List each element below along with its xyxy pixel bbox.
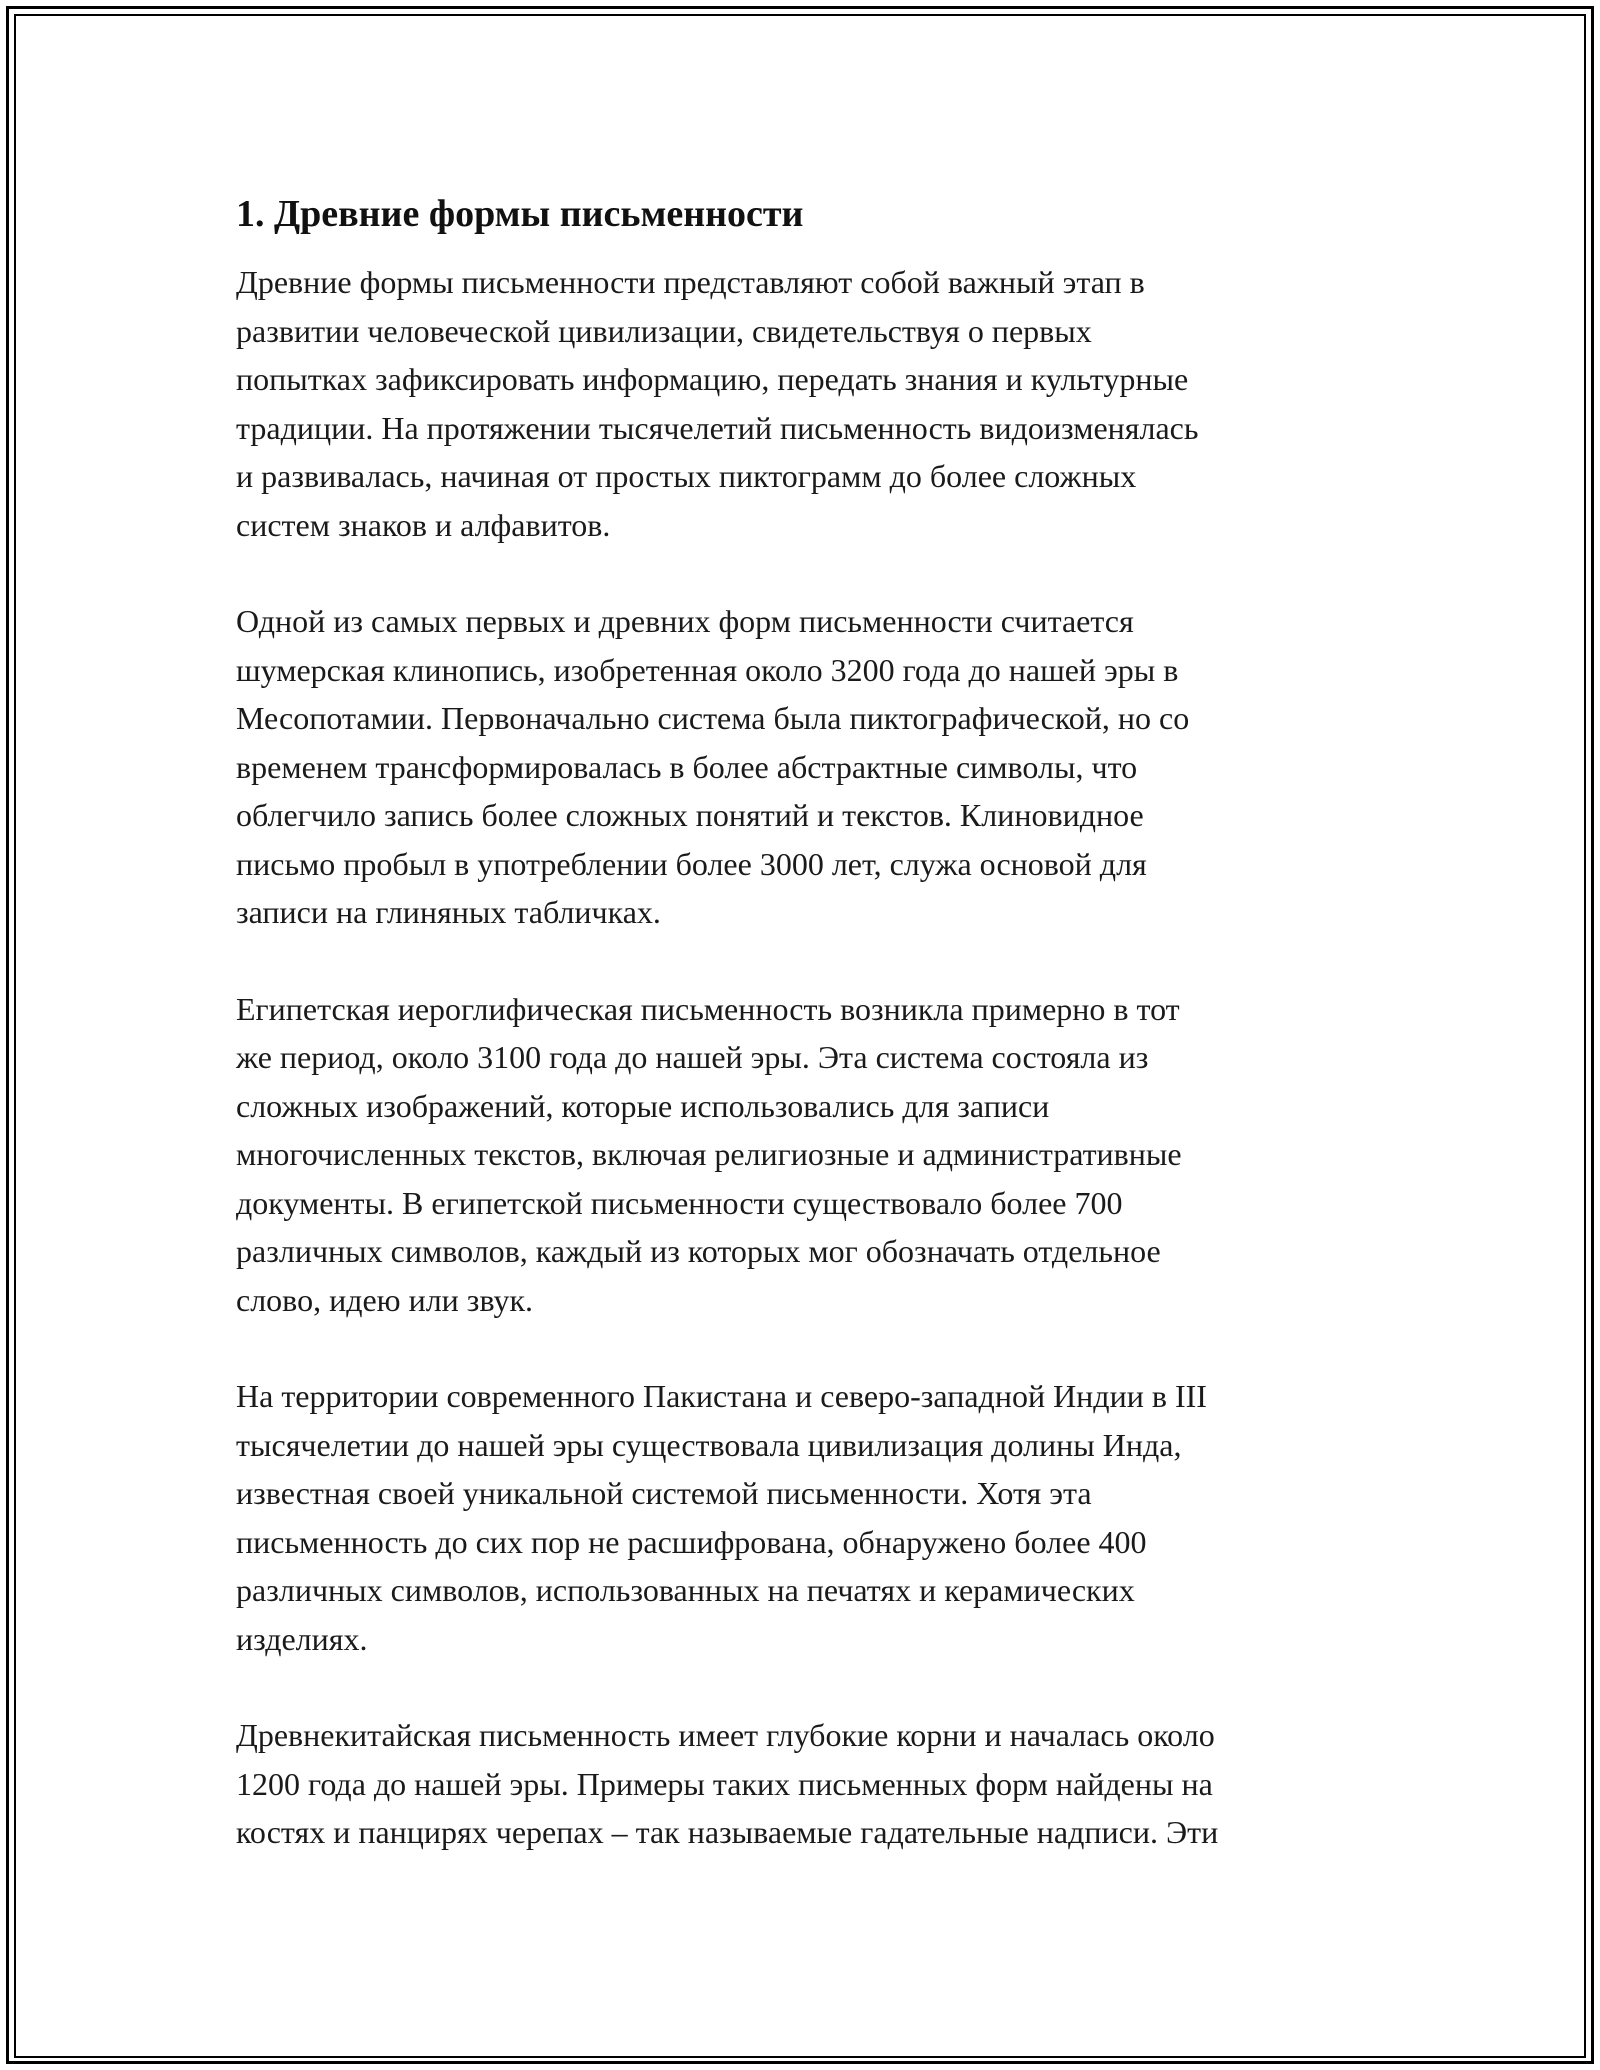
paragraph-intro: Древние формы письменности представляют собой важный этап в развитии человеческой цивилизации, свидетельствуя о первых попытках зафиксировать информацию, передать знания и культурные традиции. На протяжении тысячелетий письменность видоизменялась и развивалась, начиная от простых пиктограмм до более сложных систем знаков и алфавитов. [236,264,1199,543]
paragraph-indus-script: На территории современного Пакистана и северо-западной Индии в III тысячелетии до нашей эры существовала цивилизация долины Инда, известная своей уникальной системой письменности. Хотя эта письменность до сих пор не расшифрована, обнаружено более 400 различных символов, использованных на печатях и керамических изделиях. [236,1378,1207,1657]
document-body [236,188,1386,1905]
paragraph-sumerian-cuneiform: Одной из самых первых и древних форм письменности считается шумерская клинопись, изобретенная около 3200 года до нашей эры в Месопотамии. Первоначально система была пиктографической, но со временем трансформировалась в более абстрактные символы, что облегчило запись более сложных понятий и текстов. Клиновидное письмо пробыл в употреблении более 3000 лет, служа основой для записи на глиняных табличках. [236,603,1190,930]
paragraph-egyptian-hieroglyphs: Египетская иероглифическая письменность возникла примерно в тот же период, около 3100 года до нашей эры. Эта система состояла из сложных изображений, которые использовались для записи многочисленных текстов, включая религиозные и административные документы. В египетской письменности существовало более 700 различных символов, каждый из которых мог обозначать отдельное слово, идею или звук. [236,990,1182,1318]
section-heading: 1. Древние формы письменности [236,193,804,235]
paragraph-ancient-chinese: Древнекитайская письменность имеет глубокие корни и началась около 1200 года до нашей эры. Примеры таких письменных форм найдены на костях и панцирях черепах – так называемые гадательные надписи. Эти [236,1717,1219,1850]
